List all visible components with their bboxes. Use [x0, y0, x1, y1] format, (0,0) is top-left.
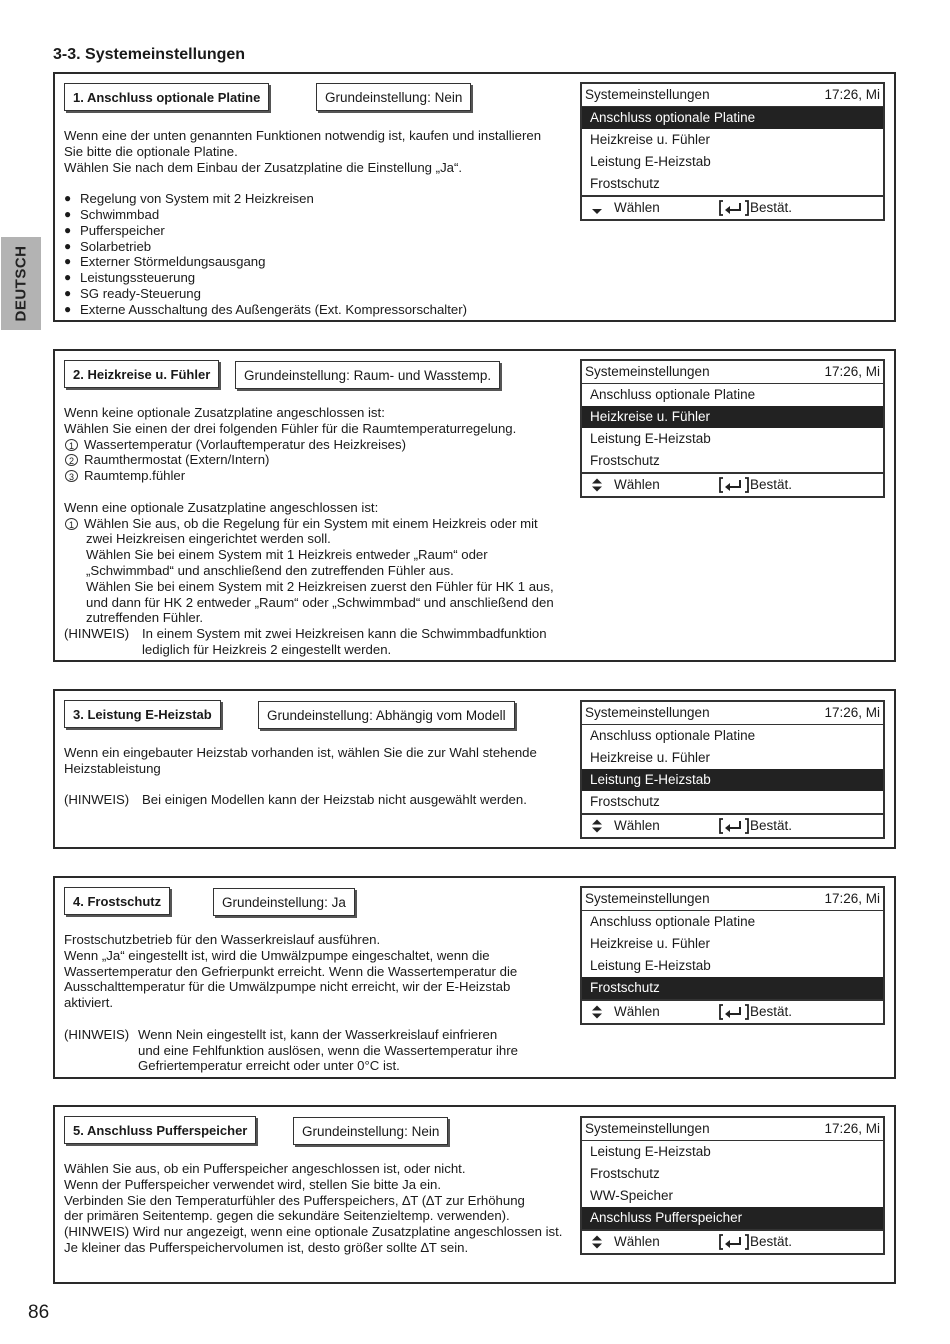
menu-item-frost-protection[interactable]: Frostschutz — [590, 794, 660, 809]
bullet-icon: ● — [64, 254, 72, 269]
number-2-icon: 2 — [65, 454, 78, 466]
text-line: aktiviert. — [64, 995, 114, 1011]
default-setting: Grundeinstellung: Ja — [213, 888, 355, 916]
section-text — [64, 932, 518, 1074]
bullet-icon: ● — [64, 270, 72, 285]
menu-item-frost-protection[interactable]: Frostschutz — [590, 453, 660, 468]
text-line: Verbinden Sie den Temperaturfühler des Pufferspeichers, ∆T (∆T zur Erhöhung — [64, 1192, 525, 1208]
option-item: 2 Raumthermostat (Extern/Intern) — [64, 452, 554, 468]
enter-icon — [719, 1233, 749, 1251]
text-line: Wenn der Pufferspeicher verwendet wird, stellen Sie bitte Ja ein. — [64, 1176, 442, 1192]
section-text — [64, 1161, 562, 1256]
text-line: Wenn eine optionale Zusatzplatine angeschlossen ist: — [64, 499, 379, 515]
bullet-icon: ● — [64, 238, 72, 253]
menu-item-heating-circuits[interactable]: Heizkreise u. Fühler — [582, 406, 883, 428]
note: (HINWEIS) Bei einigen Modellen kann der Heizstab nicht ausgewählt werden. — [64, 792, 527, 808]
language-tab — [1, 237, 41, 330]
controller-screen — [580, 886, 885, 1025]
text-line: Wählen Sie einen der drei folgenden Fühler für die Raumtemperaturregelung. — [64, 420, 517, 436]
section-buffer-tank — [53, 1105, 896, 1284]
default-setting: Grundeinstellung: Raum- und Wasstemp. — [235, 361, 500, 389]
text-line: „Schwimmbad“ und anschließend den zutreffenden Fühler aus. — [86, 562, 454, 578]
screen-footer — [582, 195, 883, 219]
select-hint: Wählen — [614, 200, 660, 215]
menu-item-heater-power[interactable]: Leistung E-Heizstab — [590, 154, 711, 169]
bullet-item: ● Regelung von System mit 2 Heizkreisen — [64, 191, 314, 207]
menu-item-heating-circuits[interactable]: Heizkreise u. Fühler — [590, 132, 711, 147]
language-tab-label: DEUTSCH — [12, 245, 30, 322]
menu-item-buffer-tank[interactable]: Anschluss Pufferspeicher — [582, 1207, 883, 1229]
text-line: Heizstableistung — [64, 760, 161, 776]
menu-item-frost-protection[interactable]: Frostschutz — [590, 176, 660, 191]
text-line: Sie bitte die optionale Platine. — [64, 143, 238, 159]
section-heater-power — [53, 689, 896, 849]
confirm-hint: Bestät. — [750, 1234, 793, 1249]
number-1-icon: 1 — [65, 439, 78, 451]
bullet-item: ● SG ready-Steuerung — [64, 285, 201, 301]
bullet-item: ● Externer Störmeldungsausgang — [64, 254, 266, 270]
number-1-icon: 1 — [65, 518, 78, 530]
menu-item-heating-circuits[interactable]: Heizkreise u. Fühler — [590, 750, 711, 765]
bullet-icon: ● — [64, 191, 72, 206]
menu-item-dhw-tank[interactable]: WW-Speicher — [590, 1188, 674, 1203]
text-line: Wählen Sie bei einem System mit 2 Heizkreisen zuerst den Fühler für HK 1 aus, — [86, 578, 554, 594]
menu-item-heating-circuits[interactable]: Heizkreise u. Fühler — [590, 936, 711, 951]
controller-screen — [580, 82, 885, 221]
screen-footer — [582, 472, 883, 496]
select-hint: Wählen — [614, 1234, 660, 1249]
screen-footer — [582, 813, 883, 837]
text-line: Wenn eine der unten genannten Funktionen notwendig ist, kaufen und installieren — [64, 128, 542, 143]
menu-item-heater-power[interactable]: Leistung E-Heizstab — [590, 431, 711, 446]
text-line: Ausschalttemperatur für die Umwälzpumpe nicht erreicht, wir der E-Heizstab — [64, 979, 511, 995]
menu-item-heater-power[interactable]: Leistung E-Heizstab — [582, 769, 883, 791]
menu-item-optional-board[interactable]: Anschluss optionale Platine — [582, 107, 883, 129]
default-setting: Grundeinstellung: Nein — [293, 1117, 448, 1145]
controller-screen — [580, 700, 885, 839]
confirm-hint: Bestät. — [750, 818, 793, 833]
menu-item-frost-protection[interactable]: Frostschutz — [582, 977, 883, 999]
section-text — [64, 405, 554, 658]
section-label: 3. Leistung E-Heizstab — [64, 700, 221, 728]
confirm-hint: Bestät. — [750, 200, 793, 215]
select-hint: Wählen — [614, 1004, 660, 1019]
note: (HINWEIS) In einem System mit zwei Heizkreisen kann die Schwimmbadfunktion lediglich für Heizkreis 2 eingestellt werden. — [64, 626, 547, 657]
note: (HINWEIS) Wenn Nein eingestellt ist, kann der Wasserkreislauf einfrieren und eine Fehlfunktion auslösen, wenn die Wassertemperatur ihre Gefriertemperatur erreicht oder unter 0°C ist. — [64, 1026, 518, 1074]
bullet-icon: ● — [64, 301, 72, 316]
screen-clock: 17:26, Mi — [824, 1121, 880, 1136]
confirm-hint: Bestät. — [750, 477, 793, 492]
number-3-icon: 3 — [65, 470, 78, 482]
section-label: 4. Frostschutz — [64, 887, 170, 915]
page-number: 86 — [28, 1302, 50, 1323]
screen-clock: 17:26, Mi — [824, 87, 880, 102]
section-label: 2. Heizkreise u. Fühler — [64, 360, 219, 388]
menu-item-optional-board[interactable]: Anschluss optionale Platine — [590, 914, 756, 929]
screen-footer — [582, 1229, 883, 1253]
arrow-up-down-icon — [591, 1234, 603, 1250]
text-line: Wenn „Ja“ eingestellt ist, wird die Umwälzpumpe eingeschaltet, wenn die — [64, 947, 490, 963]
text-line: und dann für HK 2 entweder „Raum“ oder „Schwimmbad“ und anschließend den — [86, 594, 554, 610]
bullet-item: ● Leistungssteuerung — [64, 270, 196, 286]
section-label: 1. Anschluss optionale Platine — [64, 83, 269, 111]
enter-icon — [719, 1003, 749, 1021]
screen-footer — [582, 999, 883, 1023]
section-frost-protection — [53, 876, 896, 1079]
section-heating-circuits — [53, 349, 896, 662]
bullet-icon: ● — [64, 285, 72, 300]
section-text — [64, 745, 537, 808]
bullet-icon: ● — [64, 222, 72, 237]
text-line: (HINWEIS) Wird nur angezeigt, wenn eine optionale Zusatzplatine angeschlossen ist. — [64, 1224, 563, 1240]
text-line: Wählen Sie aus, ob ein Pufferspeicher angeschlossen ist, oder nicht. — [64, 1161, 466, 1176]
screen-header: Systemeinstellungen 17:26, Mi — [582, 84, 883, 107]
text-line: Wenn keine optionale Zusatzplatine angeschlossen ist: — [64, 405, 385, 420]
controller-screen — [580, 359, 885, 498]
menu-item-heater-power[interactable]: Leistung E-Heizstab — [590, 1144, 711, 1159]
bullet-item: ● Externe Ausschaltung des Außengeräts (Ext. Kompressorschalter) — [64, 301, 468, 317]
section-label: 5. Anschluss Pufferspeicher — [64, 1116, 256, 1144]
screen-header: Systemeinstellungen 17:26, Mi — [582, 361, 883, 384]
text-line: zutreffenden Fühler. — [86, 610, 204, 626]
step-item: 1 Wählen Sie aus, ob die Regelung für ein System mit einem Heizkreis oder mit — [64, 516, 554, 532]
section-optional-board — [53, 72, 896, 322]
text-line: Wassertemperatur den Gefrierpunkt erreicht. Wenn die Wassertemperatur die — [64, 963, 518, 979]
bullet-icon: ● — [64, 206, 72, 221]
menu-item-optional-board[interactable]: Anschluss optionale Platine — [590, 387, 756, 402]
controller-screen — [580, 1116, 885, 1255]
menu-item-frost-protection[interactable]: Frostschutz — [590, 1166, 660, 1181]
confirm-hint: Bestät. — [750, 1004, 793, 1019]
text-line: Je kleiner das Pufferspeichervolumen ist, desto größer sollte ∆T sein. — [64, 1239, 469, 1255]
option-item: 3 Raumtemp.fühler — [64, 468, 554, 484]
screen-header: Systemeinstellungen 17:26, Mi — [582, 702, 883, 725]
text-line: der primären Seitentemp. gegen die sekundäre Seitenzieltemp. verwenden). — [64, 1208, 510, 1224]
screen-clock: 17:26, Mi — [824, 364, 880, 379]
default-setting: Grundeinstellung: Nein — [316, 83, 471, 111]
screen-header: Systemeinstellungen 17:26, Mi — [582, 888, 883, 911]
select-hint: Wählen — [614, 818, 660, 833]
page-heading: 3-3. Systemeinstellungen — [53, 46, 246, 63]
screen-clock: 17:26, Mi — [824, 705, 880, 720]
text-line: Wenn ein eingebauter Heizstab vorhanden ist, wählen Sie die zur Wahl stehende — [64, 745, 537, 760]
text-line: zwei Heizkreisen eingerichtet werden soll. — [86, 531, 331, 547]
enter-icon — [719, 817, 749, 835]
bullet-item: ● Schwimmbad — [64, 206, 160, 222]
menu-item-optional-board[interactable]: Anschluss optionale Platine — [590, 728, 756, 743]
select-hint: Wählen — [614, 477, 660, 492]
text-line: Wählen Sie nach dem Einbau der Zusatzplatine die Einstellung „Ja“. — [64, 159, 463, 175]
text-line: Wählen Sie bei einem System mit 1 Heizkreis entweder „Raum“ oder — [86, 547, 488, 563]
arrow-up-down-icon — [591, 477, 603, 493]
screen-header: Systemeinstellungen 17:26, Mi — [582, 1118, 883, 1141]
text-line: Frostschutzbetrieb für den Wasserkreislauf ausführen. — [64, 932, 381, 947]
arrow-up-down-icon — [591, 1004, 603, 1020]
bullet-item: ● Pufferspeicher — [64, 222, 165, 238]
section-text — [64, 128, 541, 318]
arrow-down-icon — [591, 200, 603, 216]
enter-icon — [719, 199, 749, 217]
bullet-item: ● Solarbetrieb — [64, 238, 152, 254]
enter-icon — [719, 476, 749, 494]
menu-item-heater-power[interactable]: Leistung E-Heizstab — [590, 958, 711, 973]
default-setting: Grundeinstellung: Abhängig vom Modell — [258, 701, 515, 729]
screen-clock: 17:26, Mi — [824, 891, 880, 906]
option-item: 1 Wassertemperatur (Vorlauftemperatur des Heizkreises) — [64, 437, 554, 453]
arrow-up-down-icon — [591, 818, 603, 834]
